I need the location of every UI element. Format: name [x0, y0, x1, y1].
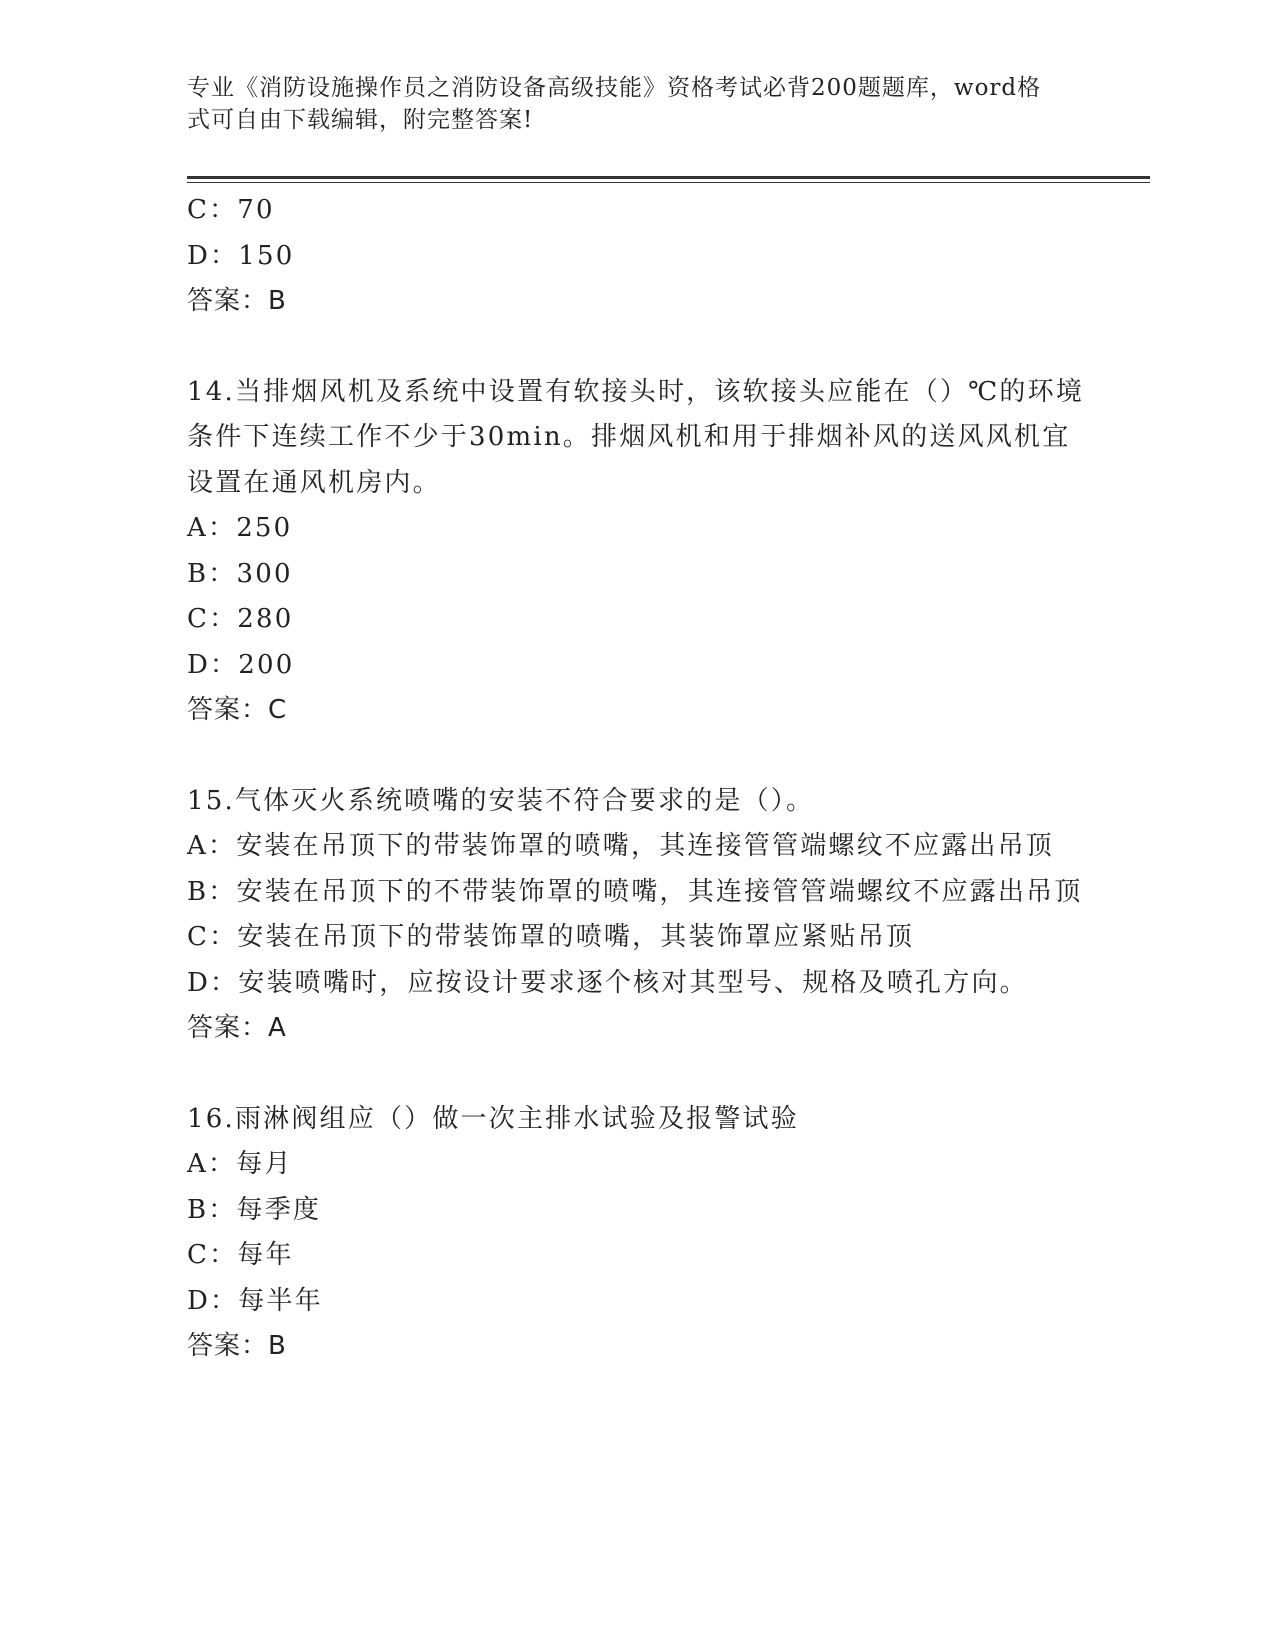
- option-letter: D：: [187, 649, 239, 680]
- question-15-block: [187, 779, 1087, 1052]
- option-text: 每半年: [238, 1285, 323, 1316]
- question-stem: 14.当排烟风机及系统中设置有软接头时，该软接头应能在（）℃的环境条件下连续工作不少于30min。排烟风机和用于排烟补风的送风风机宜设置在通风机房内。: [187, 376, 1085, 498]
- option-letter: B：: [187, 558, 237, 589]
- page-header: [187, 72, 1087, 136]
- option-text: 150: [238, 240, 295, 271]
- option-letter: C：: [187, 195, 238, 225]
- option-text: 280: [237, 604, 294, 634]
- answer-line: 答案：A: [187, 1013, 287, 1043]
- answer-line: 答案：C: [187, 695, 288, 725]
- option-text: 每季度: [236, 1194, 322, 1225]
- option-text: 安装在吊顶下的带装饰罩的喷嘴，其装饰罩应紧贴吊顶: [237, 922, 915, 952]
- option-letter: A：: [187, 1149, 237, 1179]
- option-text: 安装在吊顶下的带装饰罩的喷嘴，其连接管管端螺纹不应露出吊顶: [236, 831, 1054, 861]
- question-16-block: [187, 1097, 1087, 1370]
- option-text: 70: [237, 195, 275, 225]
- option-line: [187, 1188, 1087, 1234]
- option-text: 每年: [237, 1240, 294, 1270]
- option-text: 250: [236, 513, 293, 543]
- prev-question-block: [187, 188, 1087, 325]
- option-line: [187, 1279, 1087, 1325]
- option-line: [187, 1233, 1087, 1279]
- option-text: 每月: [236, 1149, 293, 1179]
- option-line: [187, 870, 1087, 916]
- question-stem: 16.雨淋阀组应（）做一次主排水试验及报警试验: [187, 1103, 799, 1134]
- option-line: [187, 961, 1087, 1007]
- option-line: [187, 597, 1087, 643]
- option-line: [187, 915, 1087, 961]
- option-line: [187, 824, 1087, 870]
- option-letter: A：: [187, 513, 237, 543]
- option-line: [187, 1142, 1087, 1188]
- option-letter: D：: [187, 1285, 239, 1316]
- question-14-block: [187, 370, 1087, 734]
- question-content: [187, 188, 1087, 1370]
- option-line: [187, 188, 1087, 234]
- answer-line: 答案：B: [187, 286, 287, 316]
- option-letter: C：: [187, 922, 238, 952]
- option-text: 200: [238, 649, 295, 680]
- spacer: [187, 325, 1087, 370]
- header-rule-thick: [187, 176, 1150, 179]
- option-line: [187, 552, 1087, 598]
- header-rule-thin: [187, 182, 1150, 183]
- option-letter: D：: [187, 967, 239, 998]
- option-text: 安装在吊顶下的不带装饰罩的喷嘴，其连接管管端螺纹不应露出吊顶: [236, 876, 1083, 907]
- option-text: 安装喷嘴时，应按设计要求逐个核对其型号、规格及喷孔方向。: [238, 967, 1028, 998]
- option-letter: D：: [187, 240, 239, 271]
- answer-line: 答案：B: [187, 1331, 287, 1361]
- option-line: [187, 643, 1087, 689]
- option-text: 300: [236, 558, 293, 589]
- option-letter: A：: [187, 831, 237, 861]
- option-line: [187, 506, 1087, 552]
- option-letter: B：: [187, 1194, 237, 1225]
- option-letter: C：: [187, 1240, 238, 1270]
- option-line: [187, 234, 1087, 280]
- question-stem: 15.气体灭火系统喷嘴的安装不符合要求的是（）。: [187, 785, 815, 816]
- option-letter: C：: [187, 604, 238, 634]
- spacer: [187, 734, 1087, 779]
- header-title-line2: 式可自由下载编辑，附完整答案!: [187, 107, 534, 133]
- header-title-line1: 专业《消防设施操作员之消防设备高级技能》资格考试必背200题题库，word格: [187, 75, 1042, 101]
- spacer: [187, 1052, 1087, 1097]
- option-letter: B：: [187, 876, 237, 907]
